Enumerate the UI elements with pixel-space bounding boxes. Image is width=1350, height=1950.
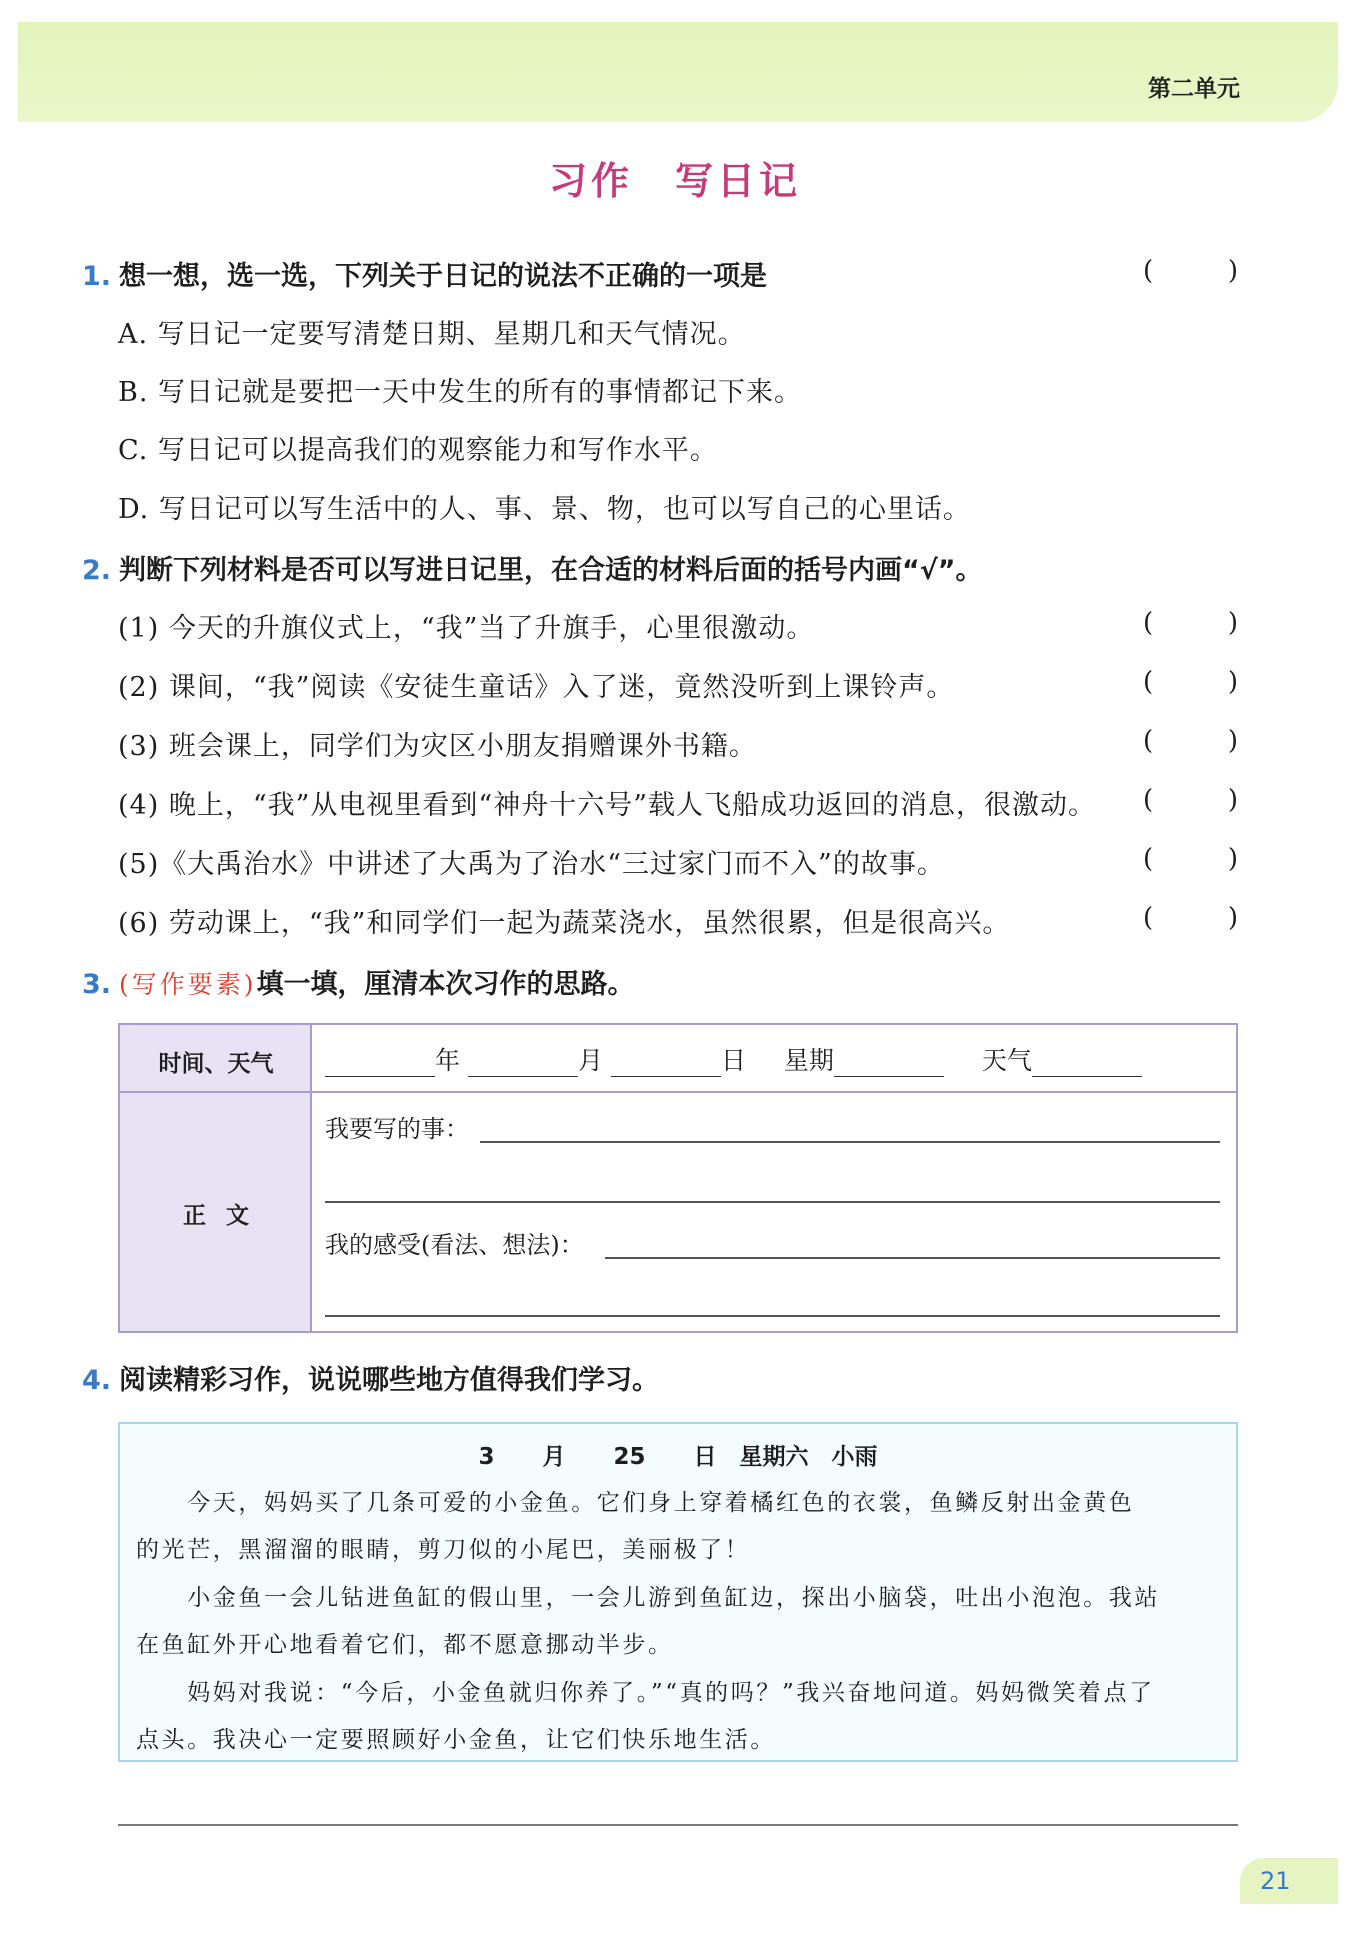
answer-line[interactable] [605,1257,1220,1259]
question-4-title [82,1358,659,1397]
answer-paren[interactable]: ( ) [1143,903,1238,933]
material-item: (6) 劳动课上，“我”和同学们一起为蔬菜浇水，虽然很累，但是很高兴。 [118,908,1011,939]
essay-line: 小金鱼一会儿钻进鱼缸的假山里，一会儿游到鱼缸边，探出小脑袋，吐出小泡泡。我站 [136,1585,1160,1611]
answer-line[interactable] [480,1141,1220,1143]
answer-paren[interactable]: ( ) [1143,844,1238,874]
diary-outline-table [118,1023,1238,1333]
material-item: (1) 今天的升旗仪式上，“我”当了升旗手，心里很激动。 [118,613,815,644]
question-2-title [82,548,983,587]
unit-label: 第二单元 [1148,76,1240,102]
time-weather-label: 时间、天气 [158,1051,274,1077]
year-blank[interactable] [325,1048,435,1077]
option-c: C. 写日记可以提高我们的观察能力和写作水平。 [118,435,718,466]
bottom-answer-line[interactable] [118,1824,1238,1826]
essay-line: 的光芒，黑溜溜的眼睛，剪刀似的小尾巴，美丽极了！ [136,1537,751,1563]
body-label: 正文 [183,1203,269,1229]
essay-line: 在鱼缸外开心地看着它们，都不愿意挪动半步。 [136,1632,674,1658]
option-d: D. 写日记可以写生活中的人、事、景、物，也可以写自己的心里话。 [118,494,971,525]
option-a: A. 写日记一定要写清楚日期、星期几和天气情况。 [118,319,746,350]
question-text: 想一想，选一选，下列关于日记的说法不正确的一项是 [119,261,768,292]
header-band [18,22,1338,122]
page-title: 习作 写日记 [548,159,801,203]
essay-date-header: 3 月 25 日 星期六 小雨 [478,1444,878,1470]
month-blank[interactable] [468,1048,578,1077]
answer-paren[interactable]: ( ) [1143,785,1238,815]
event-label: 我要写的事： [325,1115,469,1143]
question-text: 判断下列材料是否可以写进日记里，在合适的材料后面的括号内画“√”。 [119,555,983,586]
page-number: 21 [1240,1858,1338,1904]
week-label: 星期 [783,1046,834,1075]
question-number: 3. [82,969,112,1000]
feeling-label: 我的感受(看法、想法)： [325,1231,584,1259]
essay-line: 今天，妈妈买了几条可爱的小金鱼。它们身上穿着橘红色的衣裳，鱼鳞反射出金黄色 [136,1490,1135,1516]
answer-line[interactable] [325,1201,1220,1203]
answer-paren[interactable]: ( ) [1143,608,1238,638]
material-item: (2) 课间，“我”阅读《安徒生童话》入了迷，竟然没听到上课铃声。 [118,672,955,703]
week-blank[interactable] [834,1048,944,1077]
writing-element-tag: (写作要素) [119,970,257,999]
answer-line[interactable] [325,1315,1220,1317]
question-number: 2. [82,555,112,586]
answer-paren[interactable]: ( ) [1143,667,1238,697]
material-item: (3) 班会课上，同学们为灾区小朋友捐赠课外书籍。 [118,731,757,762]
date-row [325,1041,1142,1077]
question-text: 阅读精彩习作，说说哪些地方值得我们学习。 [119,1365,660,1396]
question-number: 1. [82,261,112,292]
question-3-title [82,962,635,1001]
row-divider [120,1091,1236,1093]
day-blank[interactable] [611,1048,721,1077]
day-label: 日 [720,1046,746,1075]
answer-paren[interactable]: ( ) [1143,726,1238,756]
question-number: 4. [82,1365,112,1396]
answer-paren[interactable]: ( ) [1143,256,1238,286]
material-item: (4) 晚上，“我”从电视里看到“神舟十六号”载人飞船成功返回的消息，很激动。 [118,790,1097,821]
sample-essay-box [118,1422,1238,1762]
weather-blank[interactable] [1032,1048,1142,1077]
essay-line: 点头。我决心一定要照顾好小金鱼，让它们快乐地生活。 [136,1727,776,1753]
weather-label: 天气 [981,1046,1032,1075]
option-b: B. 写日记就是要把一天中发生的所有的事情都记下来。 [118,377,803,408]
month-label: 月 [577,1046,603,1075]
essay-line: 妈妈对我说：“今后，小金鱼就归你养了。”“真的吗？”我兴奋地问道。妈妈微笑着点了 [136,1680,1155,1706]
year-label: 年 [435,1046,461,1075]
question-text: 填一填，厘清本次习作的思路。 [256,969,635,1000]
question-1-title [82,254,767,293]
material-item: (5)《大禹治水》中讲述了大禹为了治水“三过家门而不入”的故事。 [118,849,945,880]
